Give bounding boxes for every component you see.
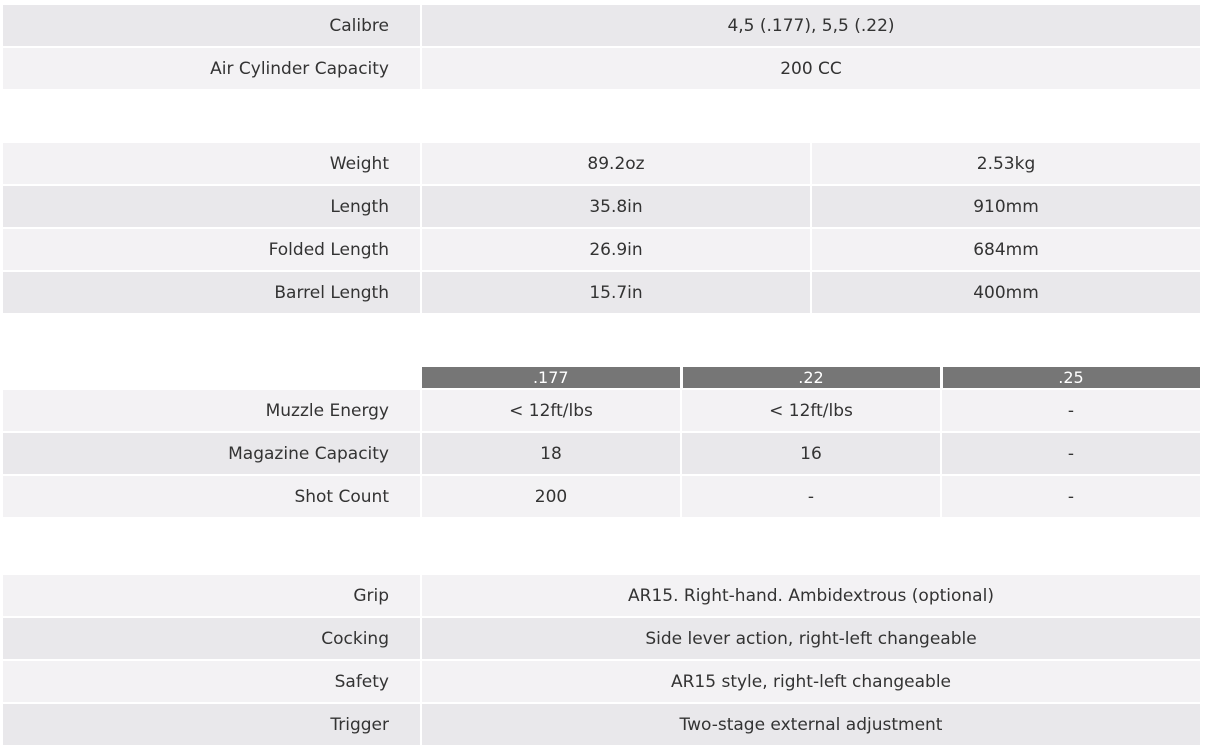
spec-row-barrel-length [3,271,1201,314]
spec-row-length [3,185,1201,228]
spec-label: Air Cylinder Capacity [3,47,421,90]
spec-value: 18 [421,432,681,475]
spec-label: Grip [3,574,421,617]
spec-row-shot-count [3,475,1201,518]
spec-row-muzzle-energy [3,389,1201,432]
header-blank-cell [3,367,421,389]
spec-label: Trigger [3,703,421,746]
spec-label: Calibre [3,4,421,47]
spec-label: Folded Length [3,228,421,271]
spec-label: Length [3,185,421,228]
spec-value-imperial: 35.8in [421,185,811,228]
spec-value: - [941,475,1201,518]
calibre-header-row [3,367,1201,389]
dimensions-spec-table [3,141,1202,314]
spec-value: < 12ft/lbs [681,389,941,432]
spec-row-calibre [3,4,1201,47]
spec-value: AR15. Right-hand. Ambidextrous (optional) [421,574,1201,617]
spec-row-grip [3,574,1201,617]
spec-value: 16 [681,432,941,475]
spec-row-folded-length [3,228,1201,271]
spec-value: - [941,389,1201,432]
spec-label: Magazine Capacity [3,432,421,475]
spec-value-metric: 2.53kg [811,142,1201,185]
spec-value-imperial: 15.7in [421,271,811,314]
spec-value: < 12ft/lbs [421,389,681,432]
calibre-header-177: .177 [421,367,681,389]
spec-value: 200 [421,475,681,518]
spec-value: AR15 style, right-left changeable [421,660,1201,703]
features-spec-table [3,573,1202,746]
spec-value-metric: 400mm [811,271,1201,314]
calibre-header-25: .25 [941,367,1201,389]
calibre-spec-table [3,3,1202,90]
spec-label: Barrel Length [3,271,421,314]
spec-value-imperial: 26.9in [421,228,811,271]
spec-value-imperial: 89.2oz [421,142,811,185]
spec-row-magazine-capacity [3,432,1201,475]
spec-label: Muzzle Energy [3,389,421,432]
spec-label: Safety [3,660,421,703]
spec-value: 200 CC [421,47,1201,90]
spec-row-weight [3,142,1201,185]
spec-value: Two-stage external adjustment [421,703,1201,746]
spec-row-safety [3,660,1201,703]
spec-label: Shot Count [3,475,421,518]
calibre-header-22: .22 [681,367,941,389]
spec-value: Side lever action, right-left changeable [421,617,1201,660]
spec-value: - [681,475,941,518]
spec-value: 4,5 (.177), 5,5 (.22) [421,4,1201,47]
spec-value-metric: 910mm [811,185,1201,228]
spec-value: - [941,432,1201,475]
spec-row-cocking [3,617,1201,660]
spec-label: Weight [3,142,421,185]
spec-label: Cocking [3,617,421,660]
spec-row-trigger [3,703,1201,746]
performance-spec-table [3,367,1203,518]
spec-row-air-cylinder-capacity [3,47,1201,90]
spec-value-metric: 684mm [811,228,1201,271]
